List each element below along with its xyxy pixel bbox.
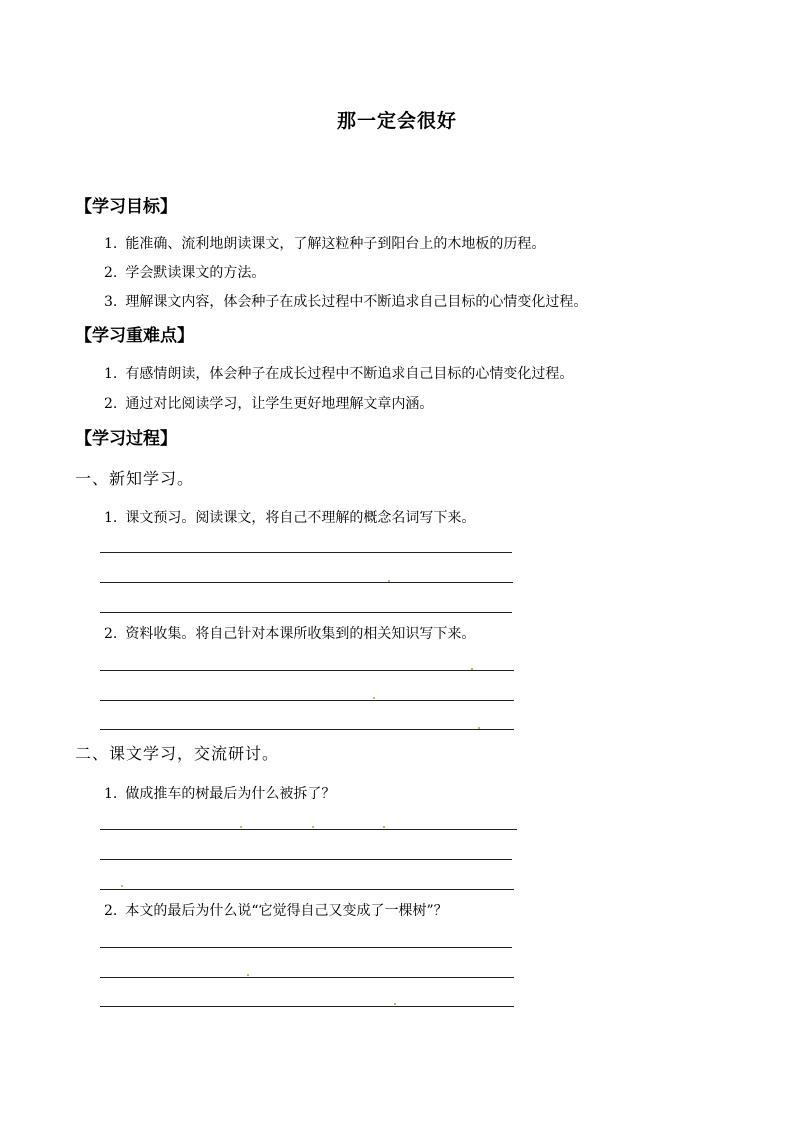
part-2-item-2: [104, 900, 448, 920]
heading-learning-goals: 【学习目标】: [75, 197, 177, 217]
answer-line[interactable]: [100, 977, 514, 978]
answer-line[interactable]: [100, 729, 514, 730]
part-2-item-1-text: 做成推车的树最后为什么被拆了？: [125, 786, 336, 802]
answer-line[interactable]: [100, 859, 512, 860]
part-1-item-1: [104, 507, 475, 527]
part-1-item-1-number: 1.: [104, 510, 118, 526]
goal-item-3: [104, 291, 587, 311]
answer-line[interactable]: [100, 612, 512, 613]
blank-mark: [394, 1003, 396, 1005]
answer-line[interactable]: [100, 947, 512, 948]
part-2-item-1-number: 1.: [104, 786, 118, 802]
part-1-item-2: [104, 623, 475, 643]
key-point-item-1-text: 有感情朗读，体会种子在成长过程中不断追求自己目标的心情变化过程。: [125, 366, 574, 382]
answer-line[interactable]: [100, 1006, 514, 1007]
key-point-item-2-number: 2.: [104, 396, 118, 412]
goal-item-1-number: 1.: [104, 236, 118, 252]
key-point-item-1: [104, 363, 573, 383]
part-1-item-2-text: 资料收集。将自己针对本课所收集到的相关知识写下来。: [125, 626, 476, 642]
answer-line[interactable]: [100, 700, 514, 701]
part-1-item-1-text: 课文预习。阅读课文，将自己不理解的概念名词写下来。: [125, 510, 476, 526]
answer-line[interactable]: [100, 889, 514, 890]
answer-line[interactable]: [100, 829, 517, 830]
blank-mark: [373, 697, 375, 699]
goal-item-1-text: 能准确、流利地朗读课文，了解这粒种子到阳台上的木地板的历程。: [125, 236, 546, 252]
blank-mark: [471, 668, 473, 670]
key-point-item-2-text: 通过对比阅读学习，让学生更好地理解文章内涵。: [125, 396, 434, 412]
heading-key-points: 【学习重难点】: [75, 326, 194, 346]
part-1-item-2-number: 2.: [104, 626, 118, 642]
part-2-item-1: [104, 783, 335, 803]
blank-mark: [121, 885, 123, 887]
page-title: 那一定会很好: [336, 110, 457, 132]
blank-mark: [247, 974, 249, 976]
answer-line[interactable]: [100, 582, 513, 583]
blank-mark: [388, 580, 390, 582]
goal-item-2-text: 学会默读课文的方法。: [125, 265, 266, 281]
goal-item-2: [104, 262, 265, 282]
goal-item-3-number: 3.: [104, 294, 118, 310]
goal-item-1: [104, 233, 545, 253]
part-1-title: 一、新知学习。: [75, 469, 195, 488]
answer-line[interactable]: [100, 552, 512, 553]
blank-mark: [240, 826, 242, 828]
blank-mark: [478, 727, 480, 729]
heading-learning-process: 【学习过程】: [75, 429, 177, 449]
blank-mark: [383, 826, 385, 828]
blank-mark: [312, 826, 314, 828]
key-point-item-2: [104, 393, 433, 413]
part-2-item-2-text: 本文的最后为什么说“它觉得自己又变成了一棵树”？: [125, 903, 448, 919]
key-point-item-1-number: 1.: [104, 366, 118, 382]
answer-line[interactable]: [100, 670, 514, 671]
part-2-item-2-number: 2.: [104, 903, 118, 919]
goal-item-2-number: 2.: [104, 265, 118, 281]
part-2-title: 二、课文学习，交流研讨。: [75, 744, 280, 763]
goal-item-3-text: 理解课文内容，体会种子在成长过程中不断追求自己目标的心情变化过程。: [125, 294, 588, 310]
